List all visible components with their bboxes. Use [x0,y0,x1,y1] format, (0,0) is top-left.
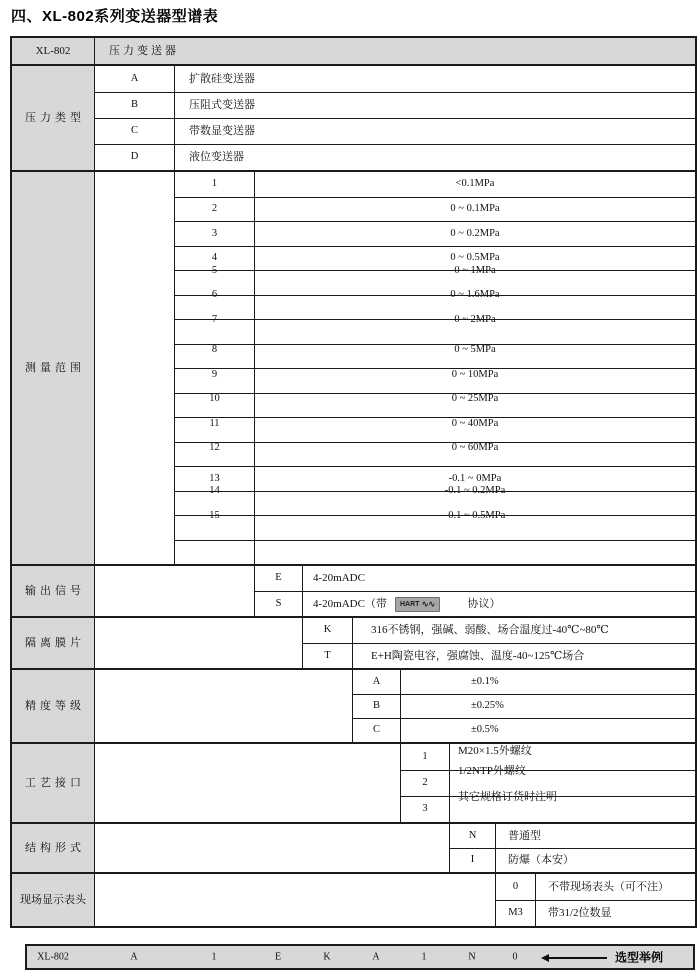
type-code: C [94,118,174,144]
accuracy-value: ±0.1% [400,670,695,694]
structure-code: I [449,848,495,872]
structure-value: 普通型 [495,824,695,848]
display-value: 带31/2位数显 [535,900,695,926]
range-code: 12 [174,442,254,467]
range-code: 14 [174,491,254,516]
section-label: 隔离膜片 [12,618,94,668]
range-value: -0.1 ~ 0.5MPa [254,515,695,540]
range-value: 0 ~ 0.5MPa [254,246,695,271]
section-label: 输出信号 [12,566,94,616]
range-value: 0 ~ 2MPa [254,319,695,344]
range-value: 0 ~ 0.1MPa [254,197,695,222]
output-value: 4-20mADC [302,566,695,591]
section-isolation-diaphragm [12,616,695,668]
range-value: 0 ~ 5MPa [254,344,695,369]
example-code: N [468,951,476,963]
section-accuracy-class [12,668,695,742]
process-code: 2 [400,770,449,796]
range-code: 3 [174,221,254,246]
example-code-model: XL-802 [37,951,69,963]
range-value: 0 ~ 40MPa [254,417,695,442]
example-code: 1 [421,951,427,963]
diaphragm-code: T [302,643,352,668]
range-value: -0.1 ~ 0MPa [254,466,695,491]
range-value: 0 ~ 10MPa [254,368,695,393]
range-code: 4 [174,246,254,271]
output-code: E [254,566,302,591]
section-pressure-type [12,64,695,170]
range-value: 0 ~ 1MPa [254,270,695,295]
empty-filler-cell [94,744,400,822]
table-header-row [12,38,695,64]
example-code: K [323,951,331,963]
accuracy-value: ±0.5% [400,718,695,742]
section-label: 工艺接口 [12,744,94,822]
range-code: 6 [174,295,254,320]
diaphragm-value: 316不锈钢，强碱、弱酸、场合温度过-40℃~80℃ [352,618,695,643]
type-code: D [94,144,174,170]
accuracy-value: ±0.25% [400,694,695,718]
range-code: 8 [174,344,254,369]
process-code: 1 [400,744,449,770]
arrow-left-icon [543,957,607,959]
wave-icon: ∿∿ [421,598,435,609]
range-value: -0.1 ~ 0.2MPa [254,491,695,516]
range-value: <0.1MPa [254,172,695,197]
section-process-connection [12,742,695,822]
process-value: M20×1.5外螺纹 [449,744,695,770]
example-code: A [130,951,138,963]
empty-filler-cell [94,566,254,616]
output-code: S [254,591,302,616]
range-code: 13 [174,466,254,491]
example-code: 1 [211,951,217,963]
output-value: 4-20mADC（带 HART ∿∿ 协议） [302,591,695,616]
display-code: M3 [495,900,535,926]
process-value: 1/2NTP外螺纹 [449,770,695,796]
empty-filler-cell [94,172,174,564]
model-code-cell: XL-802 [12,38,94,64]
section-measuring-range [12,170,695,564]
structure-value: 防爆（本安） [495,848,695,872]
range-value: 0 ~ 60MPa [254,442,695,467]
hart-protocol-logo: HART ∿∿ [395,597,440,612]
accuracy-code: A [352,670,400,694]
range-code: 7 [174,319,254,344]
section-structure-form [12,822,695,872]
empty-filler-cell [94,874,495,926]
example-code: 0 [512,951,518,963]
type-desc: 扩散硅变送器 [174,66,695,92]
type-code: B [94,92,174,118]
example-code: E [274,951,282,963]
model-spec-table [10,36,697,928]
range-value-empty [254,540,695,565]
type-desc: 带数显变送器 [174,118,695,144]
range-code: 15 [174,515,254,540]
empty-filler-cell [94,824,449,872]
diaphragm-value: E+H陶瓷电容，强腐蚀、温度-40~125℃场合 [352,643,695,668]
structure-code: N [449,824,495,848]
product-name-cell: 压力变送器 [94,38,695,64]
section-label: 压力类型 [12,66,94,170]
section-label: 现场显示表头 [12,874,94,926]
type-desc: 压阻式变送器 [174,92,695,118]
section-label: 精度等级 [12,670,94,742]
empty-filler-cell [94,670,352,742]
process-value: 其它规格订货时注明 [449,796,695,822]
display-code: 0 [495,874,535,900]
range-code: 1 [174,172,254,197]
section-label: 测量范围 [12,172,94,564]
display-value: 不带现场表头（可不注） [535,874,695,900]
page-title: 四、XL-802系列变送器型谱表 [11,8,219,25]
range-value: 0 ~ 1.6MPa [254,295,695,320]
diaphragm-code: K [302,618,352,643]
selection-example-strip [25,944,695,970]
type-desc: 液位变送器 [174,144,695,170]
empty-filler-cell [94,618,302,668]
range-code: 5 [174,270,254,295]
range-code: 11 [174,417,254,442]
type-code: A [94,66,174,92]
accuracy-code: B [352,694,400,718]
range-value: 0 ~ 25MPa [254,393,695,418]
example-code: A [372,951,380,963]
range-code: 10 [174,393,254,418]
section-label: 结构形式 [12,824,94,872]
range-value: 0 ~ 0.2MPa [254,221,695,246]
process-code: 3 [400,796,449,822]
example-label: 选型举例 [615,950,664,965]
section-field-display [12,872,695,926]
range-code: 2 [174,197,254,222]
section-output-signal [12,564,695,616]
range-code: 9 [174,368,254,393]
range-code-empty [174,540,254,565]
accuracy-code: C [352,718,400,742]
